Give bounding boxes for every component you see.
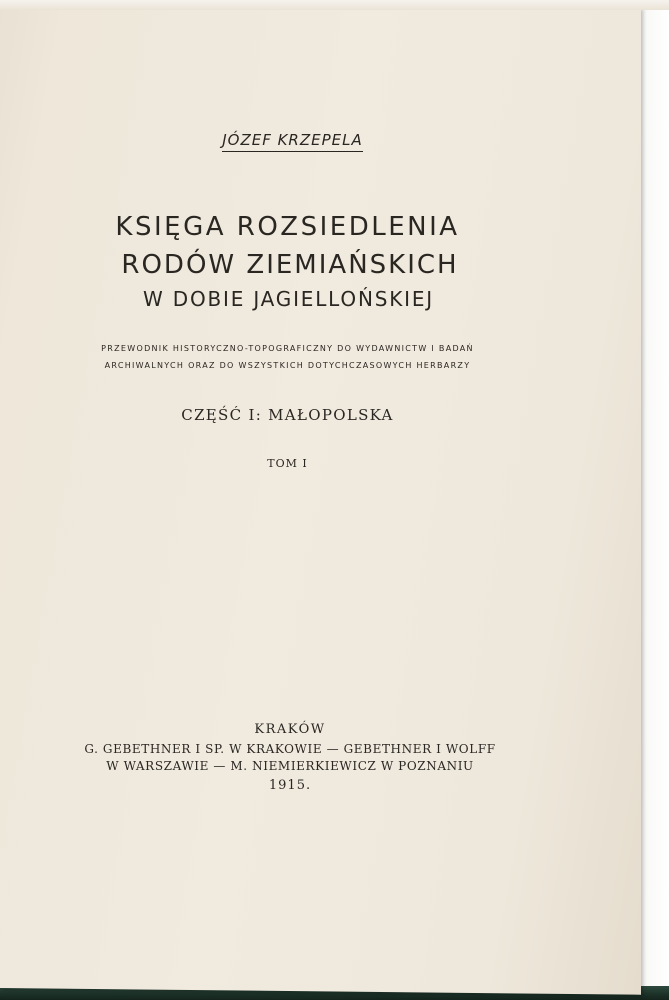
- publisher-line-2: W WARSZAWIE — M. NIEMIERKIEWICZ W POZNANIU: [106, 759, 474, 773]
- publication-city: KRAKÓW: [254, 722, 326, 737]
- book-title-line-2: RODÓW ZIEMIAŃSKICH: [121, 250, 459, 280]
- author-name: [0, 131, 585, 152]
- book-title-line-3: W DOBIE JAGIELLOŃSKIEJ: [143, 287, 434, 311]
- publication-year: 1915.: [268, 778, 312, 793]
- volume-number: TOM I: [267, 457, 308, 470]
- subtitle-line-1: PRZEWODNIK HISTORYCZNO-TOPOGRAFICZNY DO WYDAWNICTW I BADAŃ: [101, 344, 474, 353]
- publisher-line-1: G. GEBETHNER I SP. W KRAKOWIE — GEBETHNER I WOLFF: [84, 742, 496, 756]
- part-heading: CZĘŚĆ I: MAŁOPOLSKA: [181, 406, 394, 424]
- subtitle-line-2: ARCHIWALNYCH ORAZ DO WSZYSTKICH DOTYCHCZASOWYCH HERBARZY: [104, 361, 471, 370]
- author-name-text: JÓZEF KRZEPELA: [222, 131, 363, 152]
- book-title-line-1: KSIĘGA ROZSIEDLENIA: [115, 212, 460, 242]
